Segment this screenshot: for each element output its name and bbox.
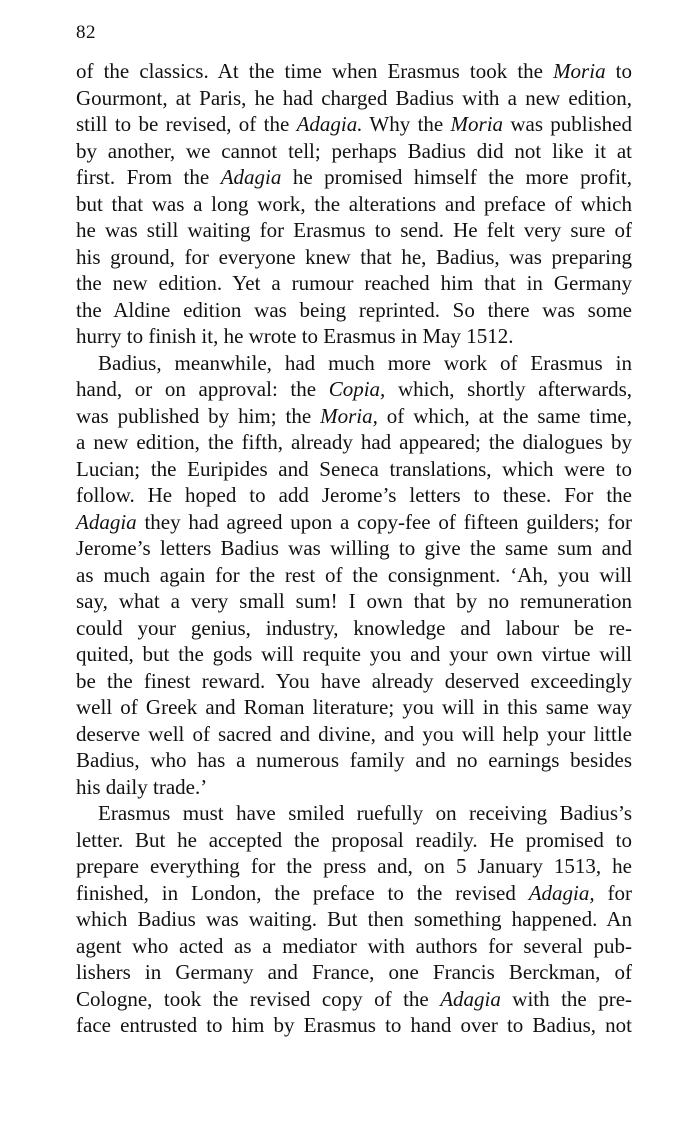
line-text: agent who acted as a mediator with authors for several pub- [76,933,632,958]
line-text: first. From the [76,165,221,189]
line-text: Erasmus must have smiled ruefully on receiving Badius’s [98,801,632,825]
line-text: was published [503,112,632,136]
italic-title-text: Adagia [76,509,137,534]
line-text: a new edition, the fifth, already had appeared; the dialogues by [76,430,632,454]
text-line [76,800,632,827]
line-text: Badius, meanwhile, had much more work of Erasmus in [98,350,632,375]
text-line [76,668,632,695]
line-text: he promised himself the more profit, [281,165,632,189]
line-text: deserve well of sacred and divine, and you will help your little [76,721,632,746]
line-text: finished, in London, the preface to the revised [76,880,529,905]
line-text: of which, at the same time, [377,403,632,428]
text-line [76,694,632,721]
text-line [76,641,632,668]
line-text: follow. He hoped to add Jerome’s letters to these. For the [76,483,632,507]
line-text: which Badius was waiting. But then something happened. An [76,907,632,931]
text-line [76,244,632,271]
line-text: letter. But he accepted the proposal readily. He promised to [76,827,632,852]
line-text: the Aldine edition was being reprinted. So there was some [76,297,632,322]
line-text: prepare everything for the press and, on 5 January 1513, he [76,854,632,878]
line-text: the new edition. Yet a rumour reached him that in Germany [76,271,632,295]
italic-title-text: Adagia [220,165,282,189]
italic-title-text: Moria [450,112,504,136]
italic-title-text: Copia, [328,377,386,401]
italic-title-text: Adagia [440,986,501,1011]
line-text: lishers in Germany and France, one Francis Berckman, of [76,960,632,984]
text-line [76,774,632,801]
line-text: hurry to finish it, he wrote to Erasmus in May 1512. [76,324,514,348]
line-text: be the finest reward. You have already deserved exceedingly [76,668,632,693]
text-line [76,747,632,774]
line-text: his ground, for everyone knew that he, Badius, was preparing [76,244,632,269]
text-line [76,959,632,986]
page-number: 82 [76,22,96,43]
text-line [76,535,632,562]
italic-title-text: Adagia. [296,112,363,136]
line-text: well of Greek and Roman literature; you will in this same way [76,695,632,719]
text-line [76,270,632,297]
text-line [76,880,632,907]
text-line [76,933,632,960]
text-line [76,986,632,1013]
text-line [76,588,632,615]
text-line [76,721,632,748]
text-line [76,456,632,483]
italic-title-text: Moria [553,59,606,83]
line-text: but that was a long work, the alterations and preface of which [76,191,632,216]
line-text: by another, we cannot tell; perhaps Badius did not like it at [76,138,632,163]
text-line [76,217,632,244]
line-text: Cologne, took the revised copy of the [76,986,441,1011]
line-text: to [605,59,632,83]
line-text: for [594,880,632,905]
body-text [76,58,632,1039]
italic-title-text: Moria, [320,403,378,428]
text-line [76,191,632,218]
text-line [76,853,632,880]
text-line [76,1012,632,1039]
line-text: he was still waiting for Erasmus to send. He felt very sure of [76,218,632,242]
line-text: Jerome’s letters Badius was willing to give the same sum and [76,536,632,560]
text-line [76,827,632,854]
line-text: his daily trade.’ [76,774,208,799]
text-line [76,85,632,112]
text-line [76,482,632,509]
text-line [76,562,632,589]
text-line [76,58,632,85]
line-text: still to be revised, of the [76,112,297,136]
text-line [76,350,632,377]
line-text: Why the [362,112,451,136]
line-text: was published by him; the [76,403,321,428]
text-line [76,297,632,324]
line-text: Badius, who has a numerous family and no earnings besides [76,748,632,772]
text-line [76,138,632,165]
line-text: which, shortly afterwards, [385,377,632,401]
text-line [76,376,632,403]
text-line [76,906,632,933]
text-line [76,164,632,191]
line-text: of the classics. At the time when Erasmus took the [76,59,554,83]
text-line [76,111,632,138]
text-line [76,429,632,456]
text-line [76,323,632,350]
line-text: they had agreed upon a copy-fee of fifteen guilders; for [136,509,632,534]
text-line [76,615,632,642]
line-text: quited, but the gods will requite you and your own virtue will [76,642,632,666]
line-text: say, what a very small sum! I own that by no remuneration [76,589,632,613]
line-text: face entrusted to him by Erasmus to hand over to Badius, not [76,1013,632,1037]
line-text: Lucian; the Euripides and Seneca translations, which were to [76,456,632,481]
line-text: with the pre- [500,986,633,1011]
line-text: as much again for the rest of the consignment. ‘Ah, you will [76,562,632,587]
line-text: could your genius, industry, knowledge and labour be re- [76,615,632,640]
text-line [76,403,632,430]
line-text: Gourmont, at Paris, he had charged Badius with a new edition, [76,85,632,110]
italic-title-text: Adagia, [528,880,595,905]
text-line [76,509,632,536]
line-text: hand, or on approval: the [76,377,329,401]
